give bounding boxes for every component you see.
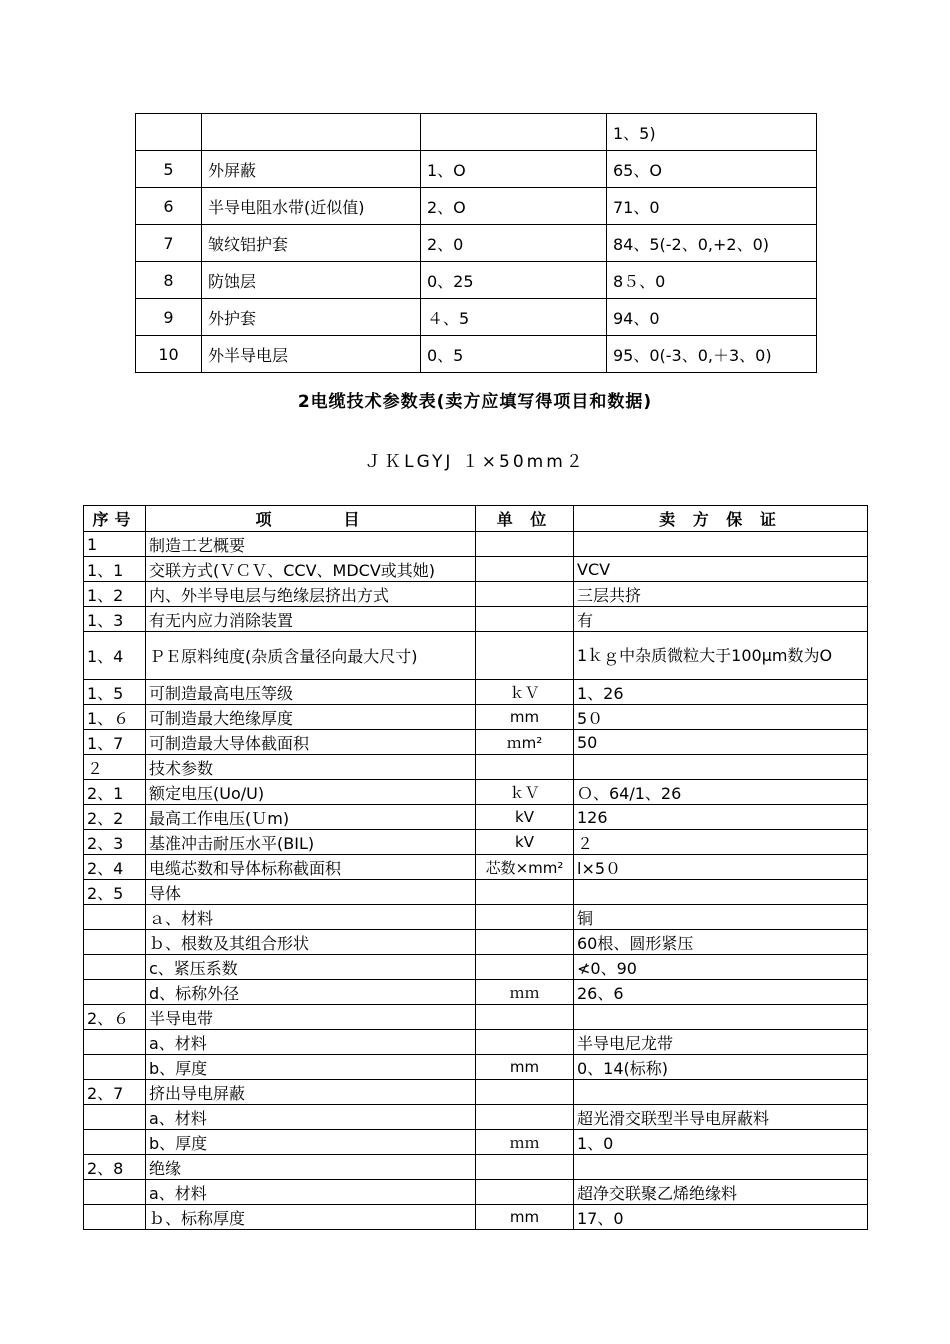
header-guarantee: 卖 方 保 证 <box>574 506 868 532</box>
cell-no <box>84 1130 146 1155</box>
cell-no: 9 <box>136 299 202 336</box>
cell-no <box>84 1055 146 1080</box>
cell-unit: 芯数×mm² <box>476 855 574 880</box>
cell-unit <box>476 1030 574 1055</box>
cell-no <box>84 980 146 1005</box>
cell-unit: kV <box>476 830 574 855</box>
cell-value: 1ｋｇ中杂质微粒大于100μm数为O <box>574 632 868 680</box>
cell-value <box>574 1005 868 1030</box>
cell-item: 技术参数 <box>146 755 476 780</box>
cell-name: 外屏蔽 <box>202 151 421 188</box>
cell-item: 额定电压(Uo/U) <box>146 780 476 805</box>
table-row <box>84 705 868 730</box>
table-row <box>136 225 817 262</box>
cell-item: 制造工艺概要 <box>146 532 476 557</box>
cell-no <box>136 114 202 151</box>
table-row <box>84 680 868 705</box>
cell-no: 2、3 <box>84 830 146 855</box>
table-row <box>84 1055 868 1080</box>
cell-item: ｂ、标称厚度 <box>146 1205 476 1230</box>
cell-value: 50 <box>574 730 868 755</box>
cell-unit <box>476 1105 574 1130</box>
table-row <box>84 780 868 805</box>
cell-value: 126 <box>574 805 868 830</box>
cell-unit: ｋＶ <box>476 680 574 705</box>
cell-name <box>202 114 421 151</box>
cell-no: 1、６ <box>84 705 146 730</box>
cell-unit: ｋＶ <box>476 780 574 805</box>
cell-diameter: 94、0 <box>607 299 817 336</box>
cell-value: 铜 <box>574 905 868 930</box>
cell-no: 2、1 <box>84 780 146 805</box>
cell-no <box>84 1105 146 1130</box>
header-item: 项 目 <box>146 506 476 532</box>
cell-item: 有无内应力消除装置 <box>146 607 476 632</box>
cell-no <box>84 1205 146 1230</box>
table-row <box>84 1130 868 1155</box>
cell-unit <box>476 532 574 557</box>
cell-unit: ｍｍ <box>476 1130 574 1155</box>
cell-no: 1、5 <box>84 680 146 705</box>
table-row <box>84 532 868 557</box>
cell-unit: ｍm² <box>476 730 574 755</box>
cell-item: a、材料 <box>146 1105 476 1130</box>
cell-item: 导体 <box>146 880 476 905</box>
table-row <box>84 557 868 582</box>
cell-no: 10 <box>136 336 202 373</box>
cell-no: 1、4 <box>84 632 146 680</box>
cell-thickness: 0、5 <box>421 336 607 373</box>
cell-no: 1、2 <box>84 582 146 607</box>
cell-unit <box>476 905 574 930</box>
technical-parameters-table <box>83 505 868 1230</box>
table-row <box>84 805 868 830</box>
cell-thickness: 1、O <box>421 151 607 188</box>
table-row <box>84 1105 868 1130</box>
table-row <box>84 1030 868 1055</box>
cell-value: Ｏ、64/1、26 <box>574 780 868 805</box>
cell-unit <box>476 582 574 607</box>
cell-value <box>574 1080 868 1105</box>
cell-unit: mm <box>476 1055 574 1080</box>
cell-unit: ｍｍ <box>476 980 574 1005</box>
cell-item: b、厚度 <box>146 1055 476 1080</box>
cell-item: 可制造最大绝缘厚度 <box>146 705 476 730</box>
table-row <box>84 632 868 680</box>
cell-value: 60根、圆形紧压 <box>574 930 868 955</box>
layer-structure-table <box>135 113 817 373</box>
cell-no: 1 <box>84 532 146 557</box>
cell-item: 绝缘 <box>146 1155 476 1180</box>
cell-value <box>574 1155 868 1180</box>
cell-diameter: 95、0(-3、0,＋3、0) <box>607 336 817 373</box>
cell-no: 2、7 <box>84 1080 146 1105</box>
cell-item: d、标称外径 <box>146 980 476 1005</box>
cell-name: 外半导电层 <box>202 336 421 373</box>
table-row <box>84 905 868 930</box>
table-header-row <box>84 506 868 532</box>
cell-no: 1、3 <box>84 607 146 632</box>
cell-value: VCV <box>574 557 868 582</box>
cell-value: ≮0、90 <box>574 955 868 980</box>
table-row <box>84 1205 868 1230</box>
cell-unit <box>476 755 574 780</box>
table-row <box>84 955 868 980</box>
cell-unit <box>476 632 574 680</box>
table-row <box>84 755 868 780</box>
cell-unit: mm <box>476 705 574 730</box>
cell-value: ２ <box>574 830 868 855</box>
cell-unit: kV <box>476 805 574 830</box>
cell-name: 防蚀层 <box>202 262 421 299</box>
table-row <box>84 582 868 607</box>
cell-no: 5 <box>136 151 202 188</box>
cell-thickness: 2、0 <box>421 225 607 262</box>
table-row <box>84 880 868 905</box>
cell-diameter: 84、5(-2、0,+2、0) <box>607 225 817 262</box>
cell-no: 1、1 <box>84 557 146 582</box>
cell-thickness: 0、25 <box>421 262 607 299</box>
cell-item: ＰＥ原料纯度(杂质含量径向最大尺寸) <box>146 632 476 680</box>
cell-value: l×5０ <box>574 855 868 880</box>
cell-item: 电缆芯数和导体标称截面积 <box>146 855 476 880</box>
cell-item: ｂ、根数及其组合形状 <box>146 930 476 955</box>
header-unit: 单 位 <box>476 506 574 532</box>
cell-unit <box>476 955 574 980</box>
cell-item: 挤出导电屏蔽 <box>146 1080 476 1105</box>
cell-value: 0、14(标称) <box>574 1055 868 1080</box>
cell-value: 5０ <box>574 705 868 730</box>
cell-diameter: 1、5) <box>607 114 817 151</box>
cell-unit <box>476 557 574 582</box>
cell-thickness <box>421 114 607 151</box>
model-title: ＪＫLGYJ １×50mm２ <box>364 452 586 472</box>
cell-value <box>574 532 868 557</box>
cell-no: 2、4 <box>84 855 146 880</box>
cell-no: 2、5 <box>84 880 146 905</box>
cell-no <box>84 1180 146 1205</box>
cell-no: 2、8 <box>84 1155 146 1180</box>
cell-value: 26、6 <box>574 980 868 1005</box>
section-title: 2电缆技术参数表(卖方应填写得项目和数据) <box>297 392 653 412</box>
table-row <box>84 1155 868 1180</box>
cell-value: 超光滑交联型半导电屏蔽料 <box>574 1105 868 1130</box>
cell-thickness: ４、5 <box>421 299 607 336</box>
table-row <box>84 1005 868 1030</box>
table-row <box>84 1180 868 1205</box>
cell-name: 半导电阻水带(近似值) <box>202 188 421 225</box>
table-row <box>84 930 868 955</box>
header-no: 序号 <box>84 506 146 532</box>
table-row <box>136 262 817 299</box>
cell-no <box>84 955 146 980</box>
cell-value: 有 <box>574 607 868 632</box>
cell-no: 2、2 <box>84 805 146 830</box>
cell-no: 1、7 <box>84 730 146 755</box>
cell-diameter: 8５、0 <box>607 262 817 299</box>
cell-item: ａ、材料 <box>146 905 476 930</box>
cell-no <box>84 1030 146 1055</box>
cell-item: 半导电带 <box>146 1005 476 1030</box>
table-row <box>84 1080 868 1105</box>
table-row <box>84 830 868 855</box>
table-row <box>84 607 868 632</box>
cell-unit <box>476 1005 574 1030</box>
cell-item: a、材料 <box>146 1180 476 1205</box>
cell-unit <box>476 930 574 955</box>
cell-no: 7 <box>136 225 202 262</box>
cell-value <box>574 880 868 905</box>
cell-value <box>574 755 868 780</box>
cell-value: 1、0 <box>574 1130 868 1155</box>
cell-no <box>84 930 146 955</box>
cell-name: 皱纹铝护套 <box>202 225 421 262</box>
cell-item: 可制造最大导体截面积 <box>146 730 476 755</box>
cell-thickness: 2、O <box>421 188 607 225</box>
cell-no: 2、６ <box>84 1005 146 1030</box>
cell-value: 1、26 <box>574 680 868 705</box>
cell-unit <box>476 1180 574 1205</box>
cell-name: 外护套 <box>202 299 421 336</box>
cell-item: 可制造最高电压等级 <box>146 680 476 705</box>
table-row <box>136 336 817 373</box>
cell-item: c、紧压系数 <box>146 955 476 980</box>
cell-item: 基准冲击耐压水平(BIL) <box>146 830 476 855</box>
cell-item: 最高工作电压(Ｕm) <box>146 805 476 830</box>
table-row <box>136 114 817 151</box>
cell-diameter: 71、0 <box>607 188 817 225</box>
cell-unit <box>476 1080 574 1105</box>
cell-no: ２ <box>84 755 146 780</box>
cell-item: 交联方式(ＶＣＶ、CCV、MDCV或其她) <box>146 557 476 582</box>
table-row <box>136 151 817 188</box>
table-row <box>84 730 868 755</box>
cell-no: 6 <box>136 188 202 225</box>
cell-unit <box>476 880 574 905</box>
cell-item: a、材料 <box>146 1030 476 1055</box>
cell-item: b、厚度 <box>146 1130 476 1155</box>
cell-unit <box>476 1155 574 1180</box>
cell-value: 半导电尼龙带 <box>574 1030 868 1055</box>
cell-value: 三层共挤 <box>574 582 868 607</box>
cell-unit: mm <box>476 1205 574 1230</box>
cell-diameter: 65、O <box>607 151 817 188</box>
cell-item: 内、外半导电层与绝缘层挤出方式 <box>146 582 476 607</box>
cell-unit <box>476 607 574 632</box>
cell-no: 8 <box>136 262 202 299</box>
table-row <box>136 299 817 336</box>
table-row <box>84 980 868 1005</box>
cell-no <box>84 905 146 930</box>
table-row <box>84 855 868 880</box>
cell-value: 超净交联聚乙烯绝缘料 <box>574 1180 868 1205</box>
cell-value: 17、0 <box>574 1205 868 1230</box>
table-row <box>136 188 817 225</box>
